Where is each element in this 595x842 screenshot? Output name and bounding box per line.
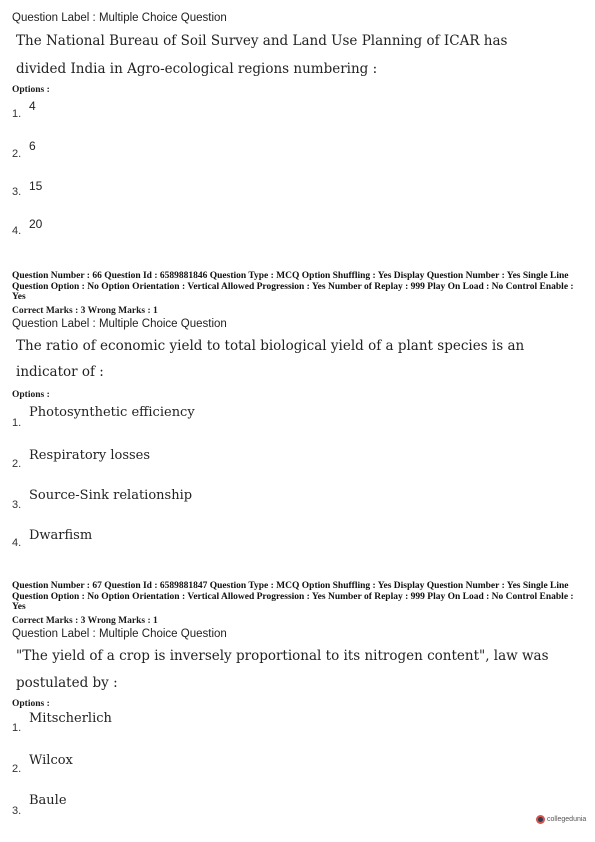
question-label: Question Label : Multiple Choice Question (12, 318, 227, 330)
question-text-line: postulated by : (16, 675, 118, 691)
question-text-line: "The yield of a crop is inversely proportional to its nitrogen content", law was (16, 648, 549, 664)
option-text[interactable]: 20 (29, 217, 43, 231)
option-number: 2. (12, 763, 22, 775)
option-text[interactable]: Wilcox (29, 753, 73, 768)
question-text-line: The ratio of economic yield to total biological yield of a plant species is an (16, 338, 525, 354)
option-number: 3. (12, 186, 22, 198)
option-text[interactable]: 15 (29, 179, 43, 193)
question-marks: Correct Marks : 3 Wrong Marks : 1 (12, 306, 158, 316)
option-text[interactable]: Source-Sink relationship (29, 488, 193, 503)
logo-icon (536, 815, 545, 824)
question-meta: Question Number : 67 Question Id : 6589881847 Question Type : MCQ Option Shuffling : Yes Display Question Number : Yes Single Line Question Option : No Option Orientation : Vertical Allowed Progression : Yes Number of Replay : 999 Play On Load : No Control Enable : Yes (12, 581, 574, 612)
option-number: 3. (12, 805, 22, 817)
question-text-line: divided India in Agro-ecological regions numbering : (16, 61, 378, 77)
question-text-line: The National Bureau of Soil Survey and Land Use Planning of ICAR has (16, 33, 508, 49)
option-text[interactable]: 4 (29, 99, 36, 113)
option-number: 4. (12, 225, 22, 237)
options-heading: Options : (12, 390, 50, 400)
options-heading: Options : (12, 699, 50, 709)
option-text[interactable]: Mitscherlich (29, 711, 112, 726)
logo-text: collegedunia (547, 816, 587, 823)
collegedunia-logo (536, 815, 586, 824)
option-text[interactable]: Baule (29, 793, 67, 808)
option-number: 2. (12, 458, 22, 470)
option-number: 1. (12, 108, 22, 120)
question-label: Question Label : Multiple Choice Question (12, 12, 227, 24)
question-meta: Question Number : 66 Question Id : 6589881846 Question Type : MCQ Option Shuffling : Yes Display Question Number : Yes Single Line Question Option : No Option Orientation : Vertical Allowed Progression : Yes Number of Replay : 999 Play On Load : No Control Enable : Yes (12, 271, 574, 302)
option-number: 2. (12, 148, 22, 160)
option-text[interactable]: 6 (29, 139, 36, 153)
question-marks: Correct Marks : 3 Wrong Marks : 1 (12, 616, 158, 626)
option-number: 1. (12, 417, 22, 429)
option-text[interactable]: Dwarfism (29, 528, 93, 543)
option-number: 3. (12, 499, 22, 511)
option-number: 4. (12, 537, 22, 549)
options-heading: Options : (12, 85, 50, 95)
option-text[interactable]: Respiratory losses (29, 448, 151, 463)
question-text-line: indicator of : (16, 364, 104, 380)
option-text[interactable]: Photosynthetic efficiency (29, 405, 195, 420)
option-number: 1. (12, 722, 22, 734)
question-label: Question Label : Multiple Choice Question (12, 628, 227, 640)
